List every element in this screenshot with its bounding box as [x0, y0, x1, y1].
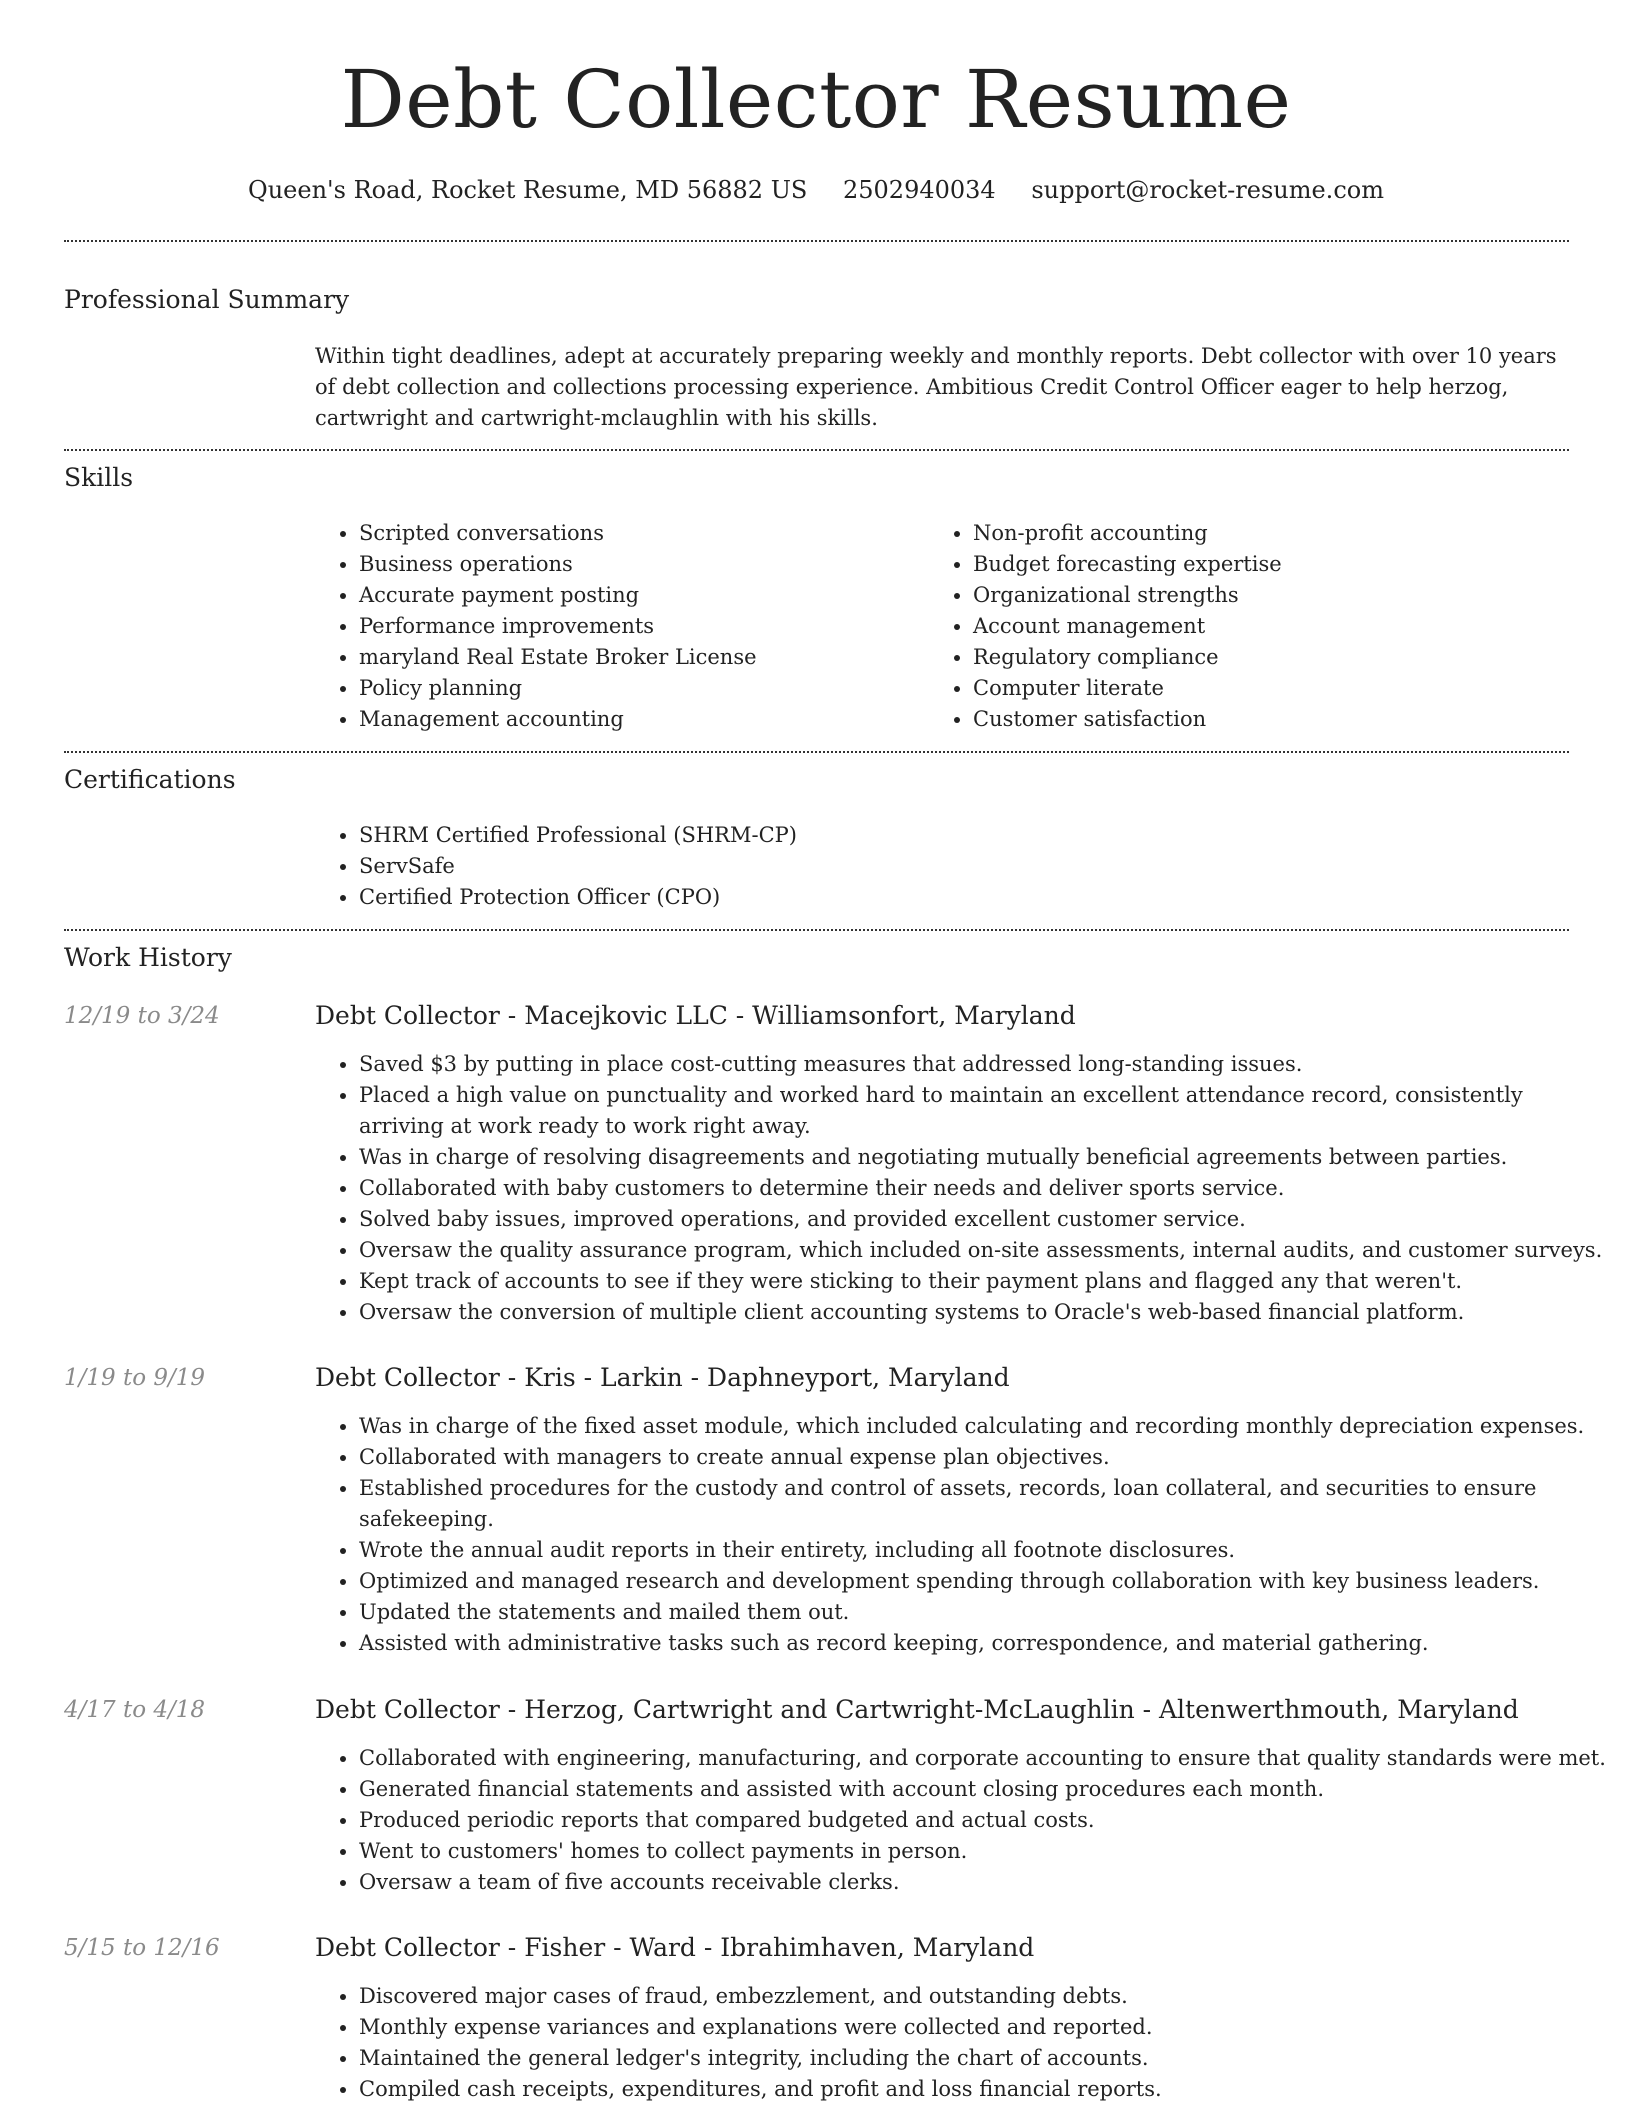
skill-item: • Non-profit accounting	[973, 518, 1573, 549]
skill-item: • Policy planning	[359, 673, 919, 704]
divider	[64, 751, 1569, 753]
job-bullet: • Discovered major cases of fraud, embezzlement, and outstanding debts.	[359, 1981, 1609, 2012]
skill-item: • Performance improvements	[359, 611, 919, 642]
skill-item: • Budget forecasting expertise	[973, 549, 1573, 580]
skill-item: • Organizational strengths	[973, 580, 1573, 611]
section-title-summary: Professional Summary	[64, 285, 350, 314]
divider	[64, 240, 1569, 242]
skills-list-right	[929, 518, 1573, 735]
job-title: Debt Collector - Macejkovic LLC - Williamsonfort, Maryland	[315, 1001, 1076, 1030]
skill-item: • Management accounting	[359, 704, 919, 735]
skill-item: • Business operations	[359, 549, 919, 580]
skill-item: • maryland Real Estate Broker License	[359, 642, 919, 673]
job-bullet: • Maintained the general ledger's integrity, including the chart of accounts.	[359, 2043, 1609, 2074]
job-bullet: • Oversaw the quality assurance program, which included on-site assessments, internal audits, and customer surveys.	[359, 1235, 1609, 1266]
job-bullet: • Wrote the annual audit reports in their entirety, including all footnote disclosures.	[359, 1535, 1609, 1566]
skill-item: • Regulatory compliance	[973, 642, 1573, 673]
job-bullets	[315, 1049, 1609, 1328]
job-title: Debt Collector - Kris - Larkin - Daphneyport, Maryland	[315, 1363, 1010, 1392]
job-bullet: • Optimized and managed research and development spending through collaboration with key business leaders.	[359, 1566, 1609, 1597]
contact-phone: 2502940034	[843, 176, 996, 204]
divider	[64, 449, 1569, 451]
job-bullets	[315, 1743, 1609, 1898]
job-bullets	[315, 1981, 1609, 2105]
job-bullet: • Was in charge of resolving disagreements and negotiating mutually beneficial agreements between parties.	[359, 1142, 1609, 1173]
divider	[64, 929, 1569, 931]
certification-item: • SHRM Certified Professional (SHRM-CP)	[359, 820, 1559, 851]
job-bullet: • Was in charge of the fixed asset module, which included calculating and recording monthly depreciation expenses.	[359, 1411, 1609, 1442]
job-title: Debt Collector - Herzog, Cartwright and Cartwright-McLaughlin - Altenwerthmouth, Maryland	[315, 1695, 1519, 1724]
job-dates: 12/19 to 3/24	[64, 1003, 220, 1029]
job-bullet: • Kept track of accounts to see if they were sticking to their payment plans and flagged any that weren't.	[359, 1266, 1609, 1297]
skill-item: • Scripted conversations	[359, 518, 919, 549]
contact-line	[0, 170, 1632, 210]
job-bullet: • Monthly expense variances and explanations were collected and reported.	[359, 2012, 1609, 2043]
resume-title: Debt Collector Resume	[340, 53, 1292, 146]
job-bullets	[315, 1411, 1609, 1659]
job-bullet: • Updated the statements and mailed them out.	[359, 1597, 1609, 1628]
summary-text: Within tight deadlines, adept at accurately preparing weekly and monthly reports. Debt collector with over 10 years of debt collection and collections processing experience. Ambitious Credit Control Officer eager to help herzog, cartwright and cartwright-mclaughlin with his skills.	[315, 344, 1557, 430]
skills-list-left	[315, 518, 919, 735]
job-bullet: • Went to customers' homes to collect payments in person.	[359, 1836, 1609, 1867]
contact-email: support@rocket-resume.com	[1031, 176, 1384, 204]
skill-item: • Computer literate	[973, 673, 1573, 704]
contact-address: Queen's Road, Rocket Resume, MD 56882 US	[248, 176, 808, 204]
job-bullet: • Collaborated with baby customers to determine their needs and deliver sports service.	[359, 1173, 1609, 1204]
job-bullet: • Oversaw a team of five accounts receivable clerks.	[359, 1867, 1609, 1898]
skill-item: • Accurate payment posting	[359, 580, 919, 611]
section-title-certifications: Certifications	[64, 765, 236, 794]
job-bullet: • Collaborated with engineering, manufacturing, and corporate accounting to ensure that quality standards were met.	[359, 1743, 1609, 1774]
job-bullet: • Compiled cash receipts, expenditures, and profit and loss financial reports.	[359, 2074, 1609, 2105]
job-dates: 4/17 to 4/18	[64, 1697, 206, 1723]
section-title-skills: Skills	[64, 463, 134, 492]
skill-item: • Customer satisfaction	[973, 704, 1573, 735]
job-bullet: • Oversaw the conversion of multiple client accounting systems to Oracle's web-based financial platform.	[359, 1297, 1609, 1328]
job-dates: 1/19 to 9/19	[64, 1365, 206, 1391]
job-bullet: • Established procedures for the custody and control of assets, records, loan collateral, and securities to ensure safekeeping.	[359, 1473, 1609, 1535]
job-bullet: • Assisted with administrative tasks such as record keeping, correspondence, and material gathering.	[359, 1628, 1609, 1659]
certification-item: • ServSafe	[359, 851, 1559, 882]
certifications-list	[315, 820, 1559, 913]
section-title-work-history: Work History	[64, 943, 232, 972]
certification-item: • Certified Protection Officer (CPO)	[359, 882, 1559, 913]
job-bullet: • Collaborated with managers to create annual expense plan objectives.	[359, 1442, 1609, 1473]
job-bullet: • Placed a high value on punctuality and worked hard to maintain an excellent attendance record, consistently arriving at work ready to work right away.	[359, 1080, 1609, 1142]
job-bullet: • Saved $3 by putting in place cost-cutting measures that addressed long-standing issues.	[359, 1049, 1609, 1080]
job-bullet: • Solved baby issues, improved operations, and provided excellent customer service.	[359, 1204, 1609, 1235]
job-dates: 5/15 to 12/16	[64, 1935, 220, 1961]
job-bullet: • Generated financial statements and assisted with account closing procedures each month.	[359, 1774, 1609, 1805]
skill-item: • Account management	[973, 611, 1573, 642]
job-title: Debt Collector - Fisher - Ward - Ibrahimhaven, Maryland	[315, 1933, 1035, 1962]
job-bullet: • Produced periodic reports that compared budgeted and actual costs.	[359, 1805, 1609, 1836]
